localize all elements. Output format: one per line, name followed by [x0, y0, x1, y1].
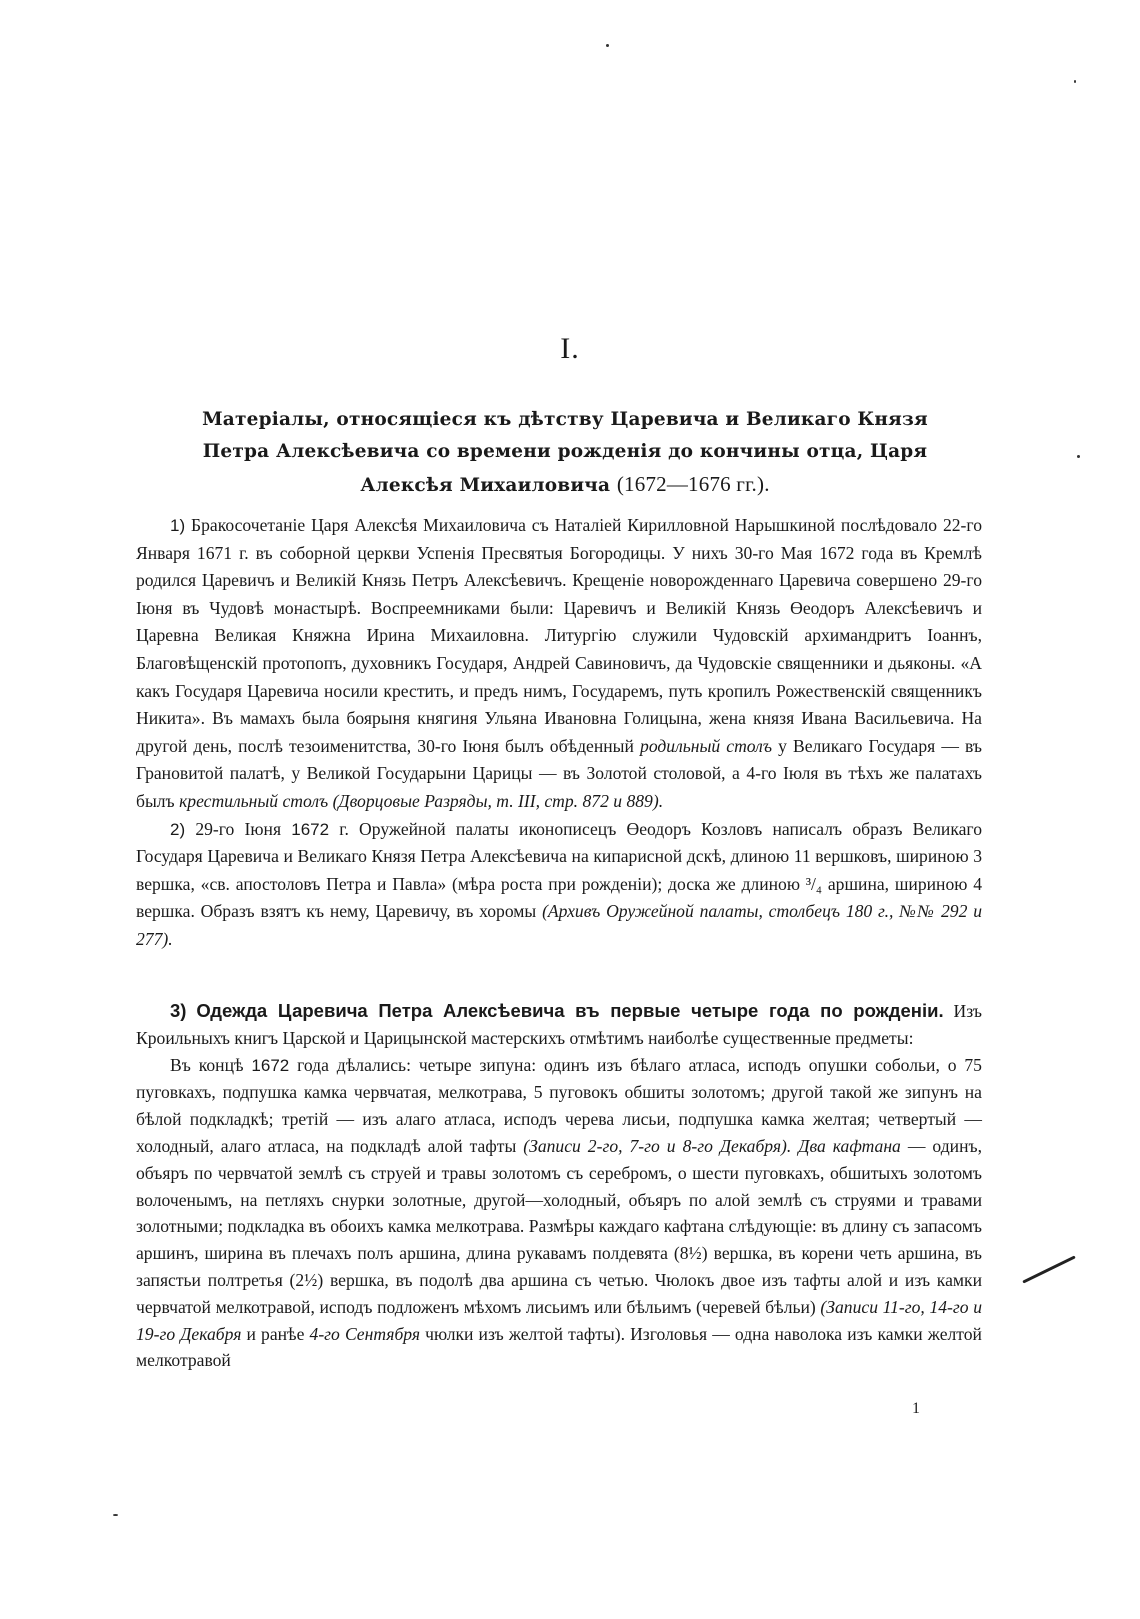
paragraph-2-year: 1672	[291, 819, 330, 839]
paragraph-1-italic-a: родильный столъ	[640, 735, 772, 756]
chapter-title	[150, 404, 980, 502]
text-block-1	[136, 512, 982, 954]
paragraph-4-text-d: чюлки изъ желтой тафты). Изголовья — одна наволока изъ камки желтой мелкотравой	[136, 1323, 982, 1371]
paragraph-4-year: 1672	[251, 1055, 290, 1075]
paragraph-4-italic-b: (Записи 11-го, 14-го и 19-го Декабря	[136, 1296, 982, 1344]
section-heading: Одежда Царевича Петра Алексѣевича въ первые четыре года по рожденіи.	[196, 1000, 944, 1021]
paragraph-3	[136, 998, 982, 1052]
paragraph-4-text-c: и ранѣе	[246, 1323, 305, 1344]
paragraph-4-text-a: года дѣлались: четыре зипуна: одинъ изъ бѣлаго атласа, исподъ опушки собольи, о 75 пуговкахъ, подпушка камка червчатая, мелкотрава, 5 пуговокъ обшиты золотомъ; другой такой же зипунъ на бѣлой подкладкѣ; третій — изъ алаго атласа, исподъ черева лисьи, подпушка камка желтая; четвертый — холодный, алаго атласа, на подкладѣ алой тафты	[136, 1054, 982, 1156]
chapter-number: I.	[560, 332, 580, 365]
scan-speck	[113, 1514, 118, 1516]
paragraph-3-intro: Изъ Кроильныхъ книгъ Царской и Царицынской мастерскихъ отмѣтимъ наиболѣе существенные предметы:	[136, 1001, 982, 1048]
paragraph-4-text-b: — одинъ, объяръ по червчатой землѣ съ струей и травы золотомъ съ серебромъ, о шести пуговкахъ, обшитыхъ золотомъ волоченымъ, на петляхъ снурки золотные, другой—холодный, объяръ по алой землѣ съ струями и травами золотными; подкладка въ обоихъ камка мелкотрава. Размѣры каждаго кафтана слѣдующіе: въ длину съ запасомъ аршинъ, ширина въ плечахъ полъ аршина, длина рукавамъ полдевята (8½) вершка, въ корени четь аршина, въ запястьи полтретья (2½) вершка, въ подолѣ два аршина съ четью. Чюлокъ двое изъ тафты алой и изъ камки червчатой мелкотравой, исподъ подложенъ мѣхомъ лисьимъ или бѣльимъ (черевей бѣльи)	[136, 1135, 982, 1317]
title-line-1: Матеріалы, относящіеся къ дѣтству Царевича и Великаго Князя	[202, 409, 928, 430]
scan-speck	[1074, 80, 1076, 83]
page-number: 1	[912, 1400, 920, 1417]
paragraph-4-italic-a: (Записи 2-го, 7-го и 8-го Декабря). Два кафтана	[523, 1135, 901, 1156]
paragraph-1-text-a: Бракосочетаніе Царя Алексѣя Михаиловича съ Наталіей Кирилловной Нарышкиной послѣдовало 22-го Января 1671 г. въ соборной церкви Успенія Пресвятыя Богородицы. У нихъ 30-го Мая 1672 года въ Кремлѣ родился Царевичъ и Великій Князь Петръ Алексѣевичъ. Крещеніе новорожденнаго Царевича совершено 29-го Іюня въ Чудовѣ монастырѣ. Воспреемниками были: Царевичъ и Великій Князь Өеодоръ Алексѣевичъ и Царевна Великая Княжна Ирина Михаиловна. Литургію служили Чудовскій архимандритъ Іоаннъ, Благовѣщенскій протопопъ, духовникъ Государя, Андрей Савиновичъ, да Чудовскіе священники и дьяконы. «А какъ Государя Царевича носили крестить, и предъ нимъ, Государемъ, путь кропилъ Рожественскій священникъ Никита». Въ мамахъ была боярыня княгиня Ульяна Ивановна Голицына, жена князя Ивана Васильевича. На другой день, послѣ тезоименитства, 30-го Іюня былъ обѣденный	[136, 515, 982, 756]
title-line-2: Петра Алексѣевича со времени рожденія до кончины отца, Царя	[202, 441, 928, 462]
paragraph-3-number: 3)	[170, 1000, 187, 1021]
paragraph-2	[136, 816, 982, 954]
paragraph-4-start: Въ концѣ	[170, 1054, 244, 1075]
paragraph-2-number: 2)	[170, 819, 186, 839]
paragraph-1	[136, 512, 982, 816]
paragraph-2-italic-a: (Архивъ Оружейной палаты, столбецъ 180 г., №№ 292 и 277).	[136, 901, 982, 949]
paragraph-2-text-a: г. Оружейной палаты иконописецъ Өеодоръ Козловъ написалъ образъ Великаго Государя Царевича и Великаго Князя Петра Алексѣевича на кипарисной дскѣ, длиною 11 вершковъ, шириною 3 вершка, «св. апостоловъ Петра и Павла» (мѣра роста при рожденіи); доска же длиною ³/₄ аршина, шириною 4 вершка. Образъ взятъ къ нему, Царевичу, въ хоромы	[136, 818, 983, 922]
title-line-3	[150, 468, 980, 502]
paragraph-1-number: 1)	[170, 516, 186, 535]
paragraph-1-italic-b: крестильный столъ (Дворцовые Разряды, т. III, стр. 872 и 889).	[179, 790, 664, 811]
paragraph-4	[136, 1052, 982, 1375]
title-line-3-text: Алексѣя Михаиловича	[360, 475, 611, 496]
scan-speck	[606, 44, 609, 47]
scan-speck	[1077, 455, 1080, 458]
paragraph-2-date: 29-го Іюня	[195, 818, 282, 839]
scan-scratch	[1022, 1255, 1075, 1283]
text-block-3	[136, 998, 982, 1374]
title-years: (1672—1676 гг.).	[616, 472, 770, 496]
paragraph-4-italic-c: 4-го Сентября	[309, 1323, 421, 1344]
paragraph-1-text-b: у Великаго Государя — въ Грановитой палатѣ, у Великой Государыни Царицы — въ Золотой столовой, а 4-го Іюля въ тѣхъ же палатахъ былъ	[136, 735, 982, 811]
